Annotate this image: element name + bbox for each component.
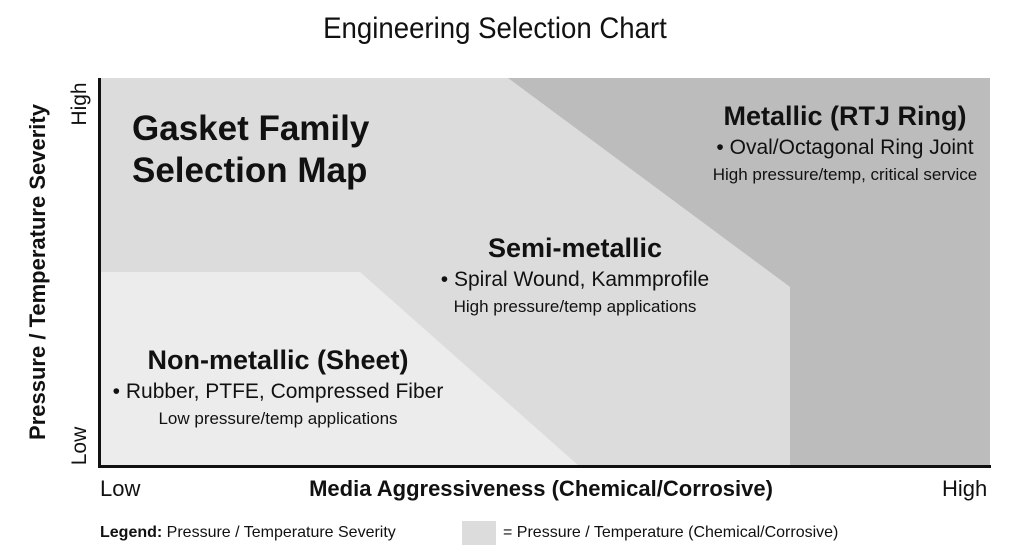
- map-title-line-1: Gasket Family: [132, 109, 370, 148]
- region-name: Semi-metallic: [487, 233, 663, 263]
- y-axis-label: Pressure / Temperature Severity: [25, 104, 50, 440]
- non-metallic-region-label: [108, 345, 448, 429]
- y-axis-low-label: Low: [68, 426, 91, 466]
- x-axis-low-label: Low: [100, 476, 141, 501]
- region-name: Metallic (RTJ Ring): [723, 101, 967, 131]
- region-application: High pressure/temp applications: [453, 297, 697, 316]
- region-examples: • Oval/Octagonal Ring Joint: [716, 136, 974, 159]
- legend-description: Pressure / Temperature Severity: [166, 524, 396, 541]
- x-axis-line: [98, 465, 991, 468]
- legend-text: [100, 524, 396, 542]
- legend-label: Legend:: [100, 524, 163, 541]
- x-axis-label: Media Aggressiveness (Chemical/Corrosive): [309, 476, 773, 501]
- region-examples: • Rubber, PTFE, Compressed Fiber: [112, 380, 444, 403]
- chart-title: Engineering Selection Chart: [323, 12, 667, 45]
- metallic-region-label: [665, 101, 1024, 185]
- x-axis-high-label: High: [942, 476, 988, 501]
- map-title: [132, 108, 369, 192]
- region-examples: • Spiral Wound, Kammprofile: [440, 268, 710, 291]
- y-axis-high-label: High: [68, 82, 91, 126]
- region-name: Non-metallic (Sheet): [147, 345, 409, 375]
- region-application: Low pressure/temp applications: [158, 409, 398, 428]
- region-application: High pressure/temp, critical service: [712, 165, 978, 184]
- semi-metallic-region-label: [410, 233, 740, 317]
- legend-swatch-text: = Pressure / Temperature (Chemical/Corrosive): [503, 524, 839, 541]
- y-axis-line: [98, 78, 101, 468]
- map-title-line-2: Selection Map: [132, 151, 368, 190]
- legend-swatch: [462, 521, 496, 545]
